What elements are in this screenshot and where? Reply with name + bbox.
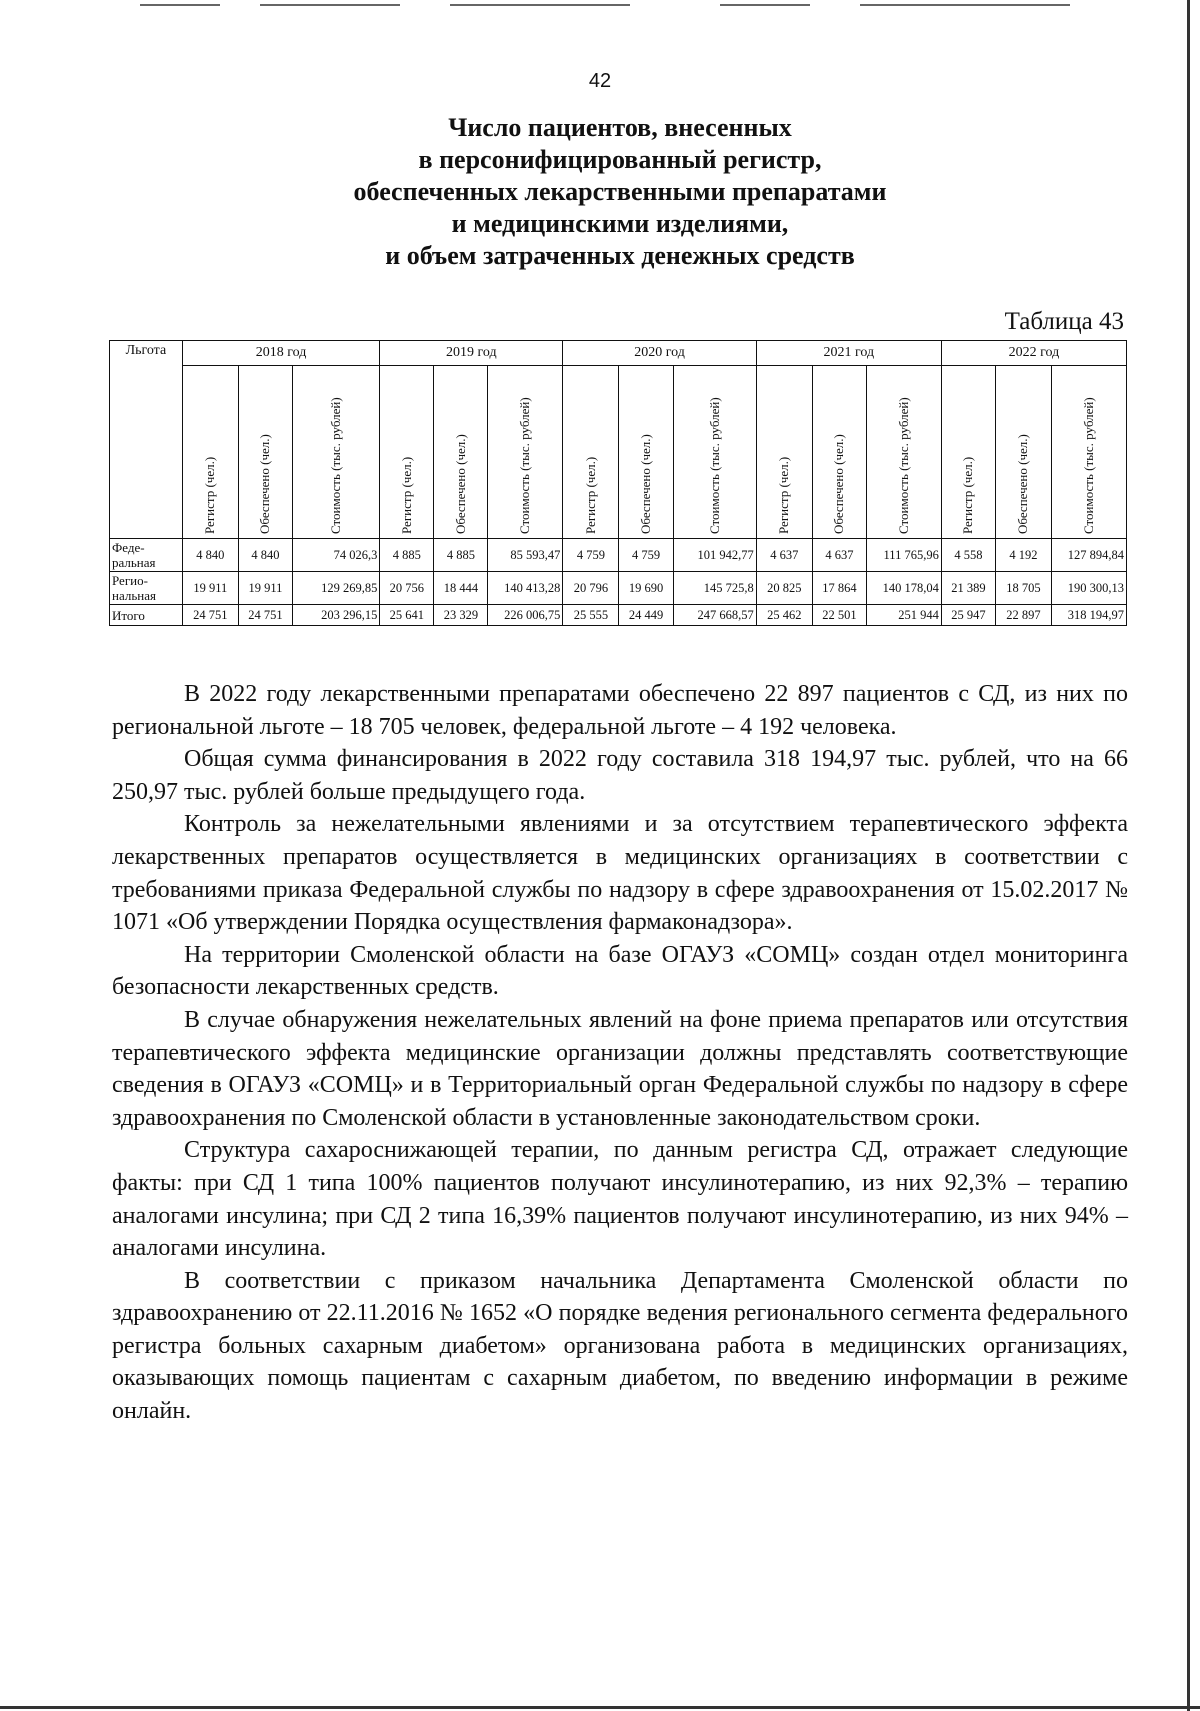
- table-cell: 111 765,96: [866, 539, 941, 572]
- table-cell: 24 751: [238, 605, 292, 626]
- body-text: [112, 678, 1128, 1428]
- table-cell: 24 751: [182, 605, 238, 626]
- paragraph: Контроль за нежелательными явлениями и за отсутствием терапевтического эффекта лекарственных препаратов осуществляется в медицинских организациях в соответствии с требованиями приказа Федеральной службы по надзору в сфере здравоохранения от 15.02.2017 № 1071 «Об утверждении Порядка осуществления фармаконадзора».: [112, 811, 1128, 936]
- table-cell: 318 194,97: [1052, 605, 1127, 626]
- table-cell: 251 944: [866, 605, 941, 626]
- header-registry: Регистр (чел.): [563, 366, 619, 539]
- table-cell: 247 668,57: [673, 605, 756, 626]
- table-cell: 4 885: [434, 539, 488, 572]
- table-cell: 4 759: [563, 539, 619, 572]
- table-cell: 19 690: [619, 572, 673, 605]
- table-cell: 22 897: [995, 605, 1051, 626]
- header-year: 2022 год: [941, 341, 1126, 366]
- paragraph: Структура сахароснижающей терапии, по данным регистра СД, отражает следующие факты: при СД 1 типа 100% пациентов получают инсулинотерапию, из них 92,3% – терапию аналогами инсулина; при СД 2 типа 16,39% пациентов получают инсулинотерапию, из них 94% – аналогами инсулина.: [112, 1137, 1128, 1262]
- page-title: [100, 112, 1140, 272]
- paragraph: На территории Смоленской области на базе ОГАУЗ «СОМЦ» создан отдел мониторинга безопасности лекарственных средств.: [112, 941, 1128, 1001]
- header-benefit: Льгота: [110, 341, 183, 539]
- row-label: Феде-ральная: [110, 539, 183, 572]
- header-cost: Стоимость (тыс. рублей): [866, 366, 941, 539]
- table-cell: 4 637: [812, 539, 866, 572]
- scan-edge-right: [1187, 0, 1190, 1711]
- header-cost: Стоимость (тыс. рублей): [1052, 366, 1127, 539]
- paragraph: В 2022 году лекарственными препаратами обеспечено 22 897 пациентов с СД, из них по региональной льготе – 18 705 человек, федеральной льготе – 4 192 человека.: [112, 681, 1128, 740]
- header-registry: Регистр (чел.): [941, 366, 995, 539]
- table-body: [110, 539, 1127, 626]
- table-cell: 17 864: [812, 572, 866, 605]
- table-cell: 25 462: [756, 605, 812, 626]
- title-line: и объем затраченных денежных средств: [385, 241, 855, 270]
- table-cell: 23 329: [434, 605, 488, 626]
- header-year: 2019 год: [380, 341, 563, 366]
- table-cell: 85 593,47: [488, 539, 563, 572]
- table-cell: 20 796: [563, 572, 619, 605]
- table-cell: 25 947: [941, 605, 995, 626]
- table-cell: 19 911: [238, 572, 292, 605]
- table-cell: 25 555: [563, 605, 619, 626]
- table-cell: 4 840: [182, 539, 238, 572]
- table-cell: 4 759: [619, 539, 673, 572]
- header-registry: Регистр (чел.): [182, 366, 238, 539]
- title-line: Число пациентов, внесенных: [448, 113, 792, 142]
- header-provided: Обеспечено (чел.): [434, 366, 488, 539]
- table-cell: 4 885: [380, 539, 434, 572]
- table-cell: 21 389: [941, 572, 995, 605]
- header-registry: Регистр (чел.): [380, 366, 434, 539]
- paragraph: Общая сумма финансирования в 2022 году составила 318 194,97 тыс. рублей, что на 66 250,97 тыс. рублей больше предыдущего года.: [112, 746, 1128, 805]
- scan-edge-top: [0, 4, 1200, 6]
- header-provided: Обеспечено (чел.): [812, 366, 866, 539]
- table-cell: 226 006,75: [488, 605, 563, 626]
- paragraph: В соответствии с приказом начальника Департамента Смоленской области по здравоохранению от 22.11.2016 № 1652 «О порядке ведения регионального сегмента федерального регистра больных сахарным диабетом» организована работа в медицинских организациях, оказывающих помощь пациентам с сахарным диабетом, по введению информации в режиме онлайн.: [112, 1267, 1128, 1425]
- header-provided: Обеспечено (чел.): [995, 366, 1051, 539]
- table-cell: 4 840: [238, 539, 292, 572]
- header-cost: Стоимость (тыс. рублей): [488, 366, 563, 539]
- table-cell: 22 501: [812, 605, 866, 626]
- header-provided: Обеспечено (чел.): [619, 366, 673, 539]
- table-row: [110, 539, 1127, 572]
- header-year: 2021 год: [756, 341, 941, 366]
- table-label: Таблица 43: [1004, 308, 1124, 335]
- row-label: Итого: [110, 605, 183, 626]
- row-label: Регио-нальная: [110, 572, 183, 605]
- header-year: 2020 год: [563, 341, 756, 366]
- table-cell: 25 641: [380, 605, 434, 626]
- table-cell: 18 444: [434, 572, 488, 605]
- table-row: [110, 572, 1127, 605]
- table-cell: 140 178,04: [866, 572, 941, 605]
- table-cell: 4 558: [941, 539, 995, 572]
- table-row: [110, 605, 1127, 626]
- table-cell: 74 026,3: [292, 539, 379, 572]
- registry-table: [109, 340, 1127, 626]
- header-provided: Обеспечено (чел.): [238, 366, 292, 539]
- page-number: 42: [588, 70, 612, 92]
- table-cell: 145 725,8: [673, 572, 756, 605]
- table-cell: 4 637: [756, 539, 812, 572]
- header-cost: Стоимость (тыс. рублей): [673, 366, 756, 539]
- table-cell: 101 942,77: [673, 539, 756, 572]
- table-cell: 127 894,84: [1052, 539, 1127, 572]
- table-cell: 4 192: [995, 539, 1051, 572]
- header-cost: Стоимость (тыс. рублей): [292, 366, 379, 539]
- title-line: и медицинскими изделиями,: [451, 209, 789, 238]
- title-line: в персонифицированный регистр,: [418, 145, 822, 174]
- scan-edge-bottom: [0, 1706, 1200, 1709]
- table-cell: 24 449: [619, 605, 673, 626]
- header-year: 2018 год: [182, 341, 380, 366]
- table-cell: 19 911: [182, 572, 238, 605]
- table-cell: 129 269,85: [292, 572, 379, 605]
- table-cell: 203 296,15: [292, 605, 379, 626]
- table-cell: 18 705: [995, 572, 1051, 605]
- table-cell: 140 413,28: [488, 572, 563, 605]
- table-cell: 190 300,13: [1052, 572, 1127, 605]
- table-cell: 20 825: [756, 572, 812, 605]
- paragraph: В случае обнаружения нежелательных явлений на фоне приема препаратов или отсутствия терапевтического эффекта медицинские организации должны представлять соответствующие сведения в ОГАУЗ «СОМЦ» и в Территориальный орган Федеральной службы по надзору в сфере здравоохранения по Смоленской области в установленные законодательством сроки.: [112, 1006, 1128, 1131]
- table-cell: 20 756: [380, 572, 434, 605]
- title-line: обеспеченных лекарственными препаратами: [353, 177, 887, 206]
- header-registry: Регистр (чел.): [756, 366, 812, 539]
